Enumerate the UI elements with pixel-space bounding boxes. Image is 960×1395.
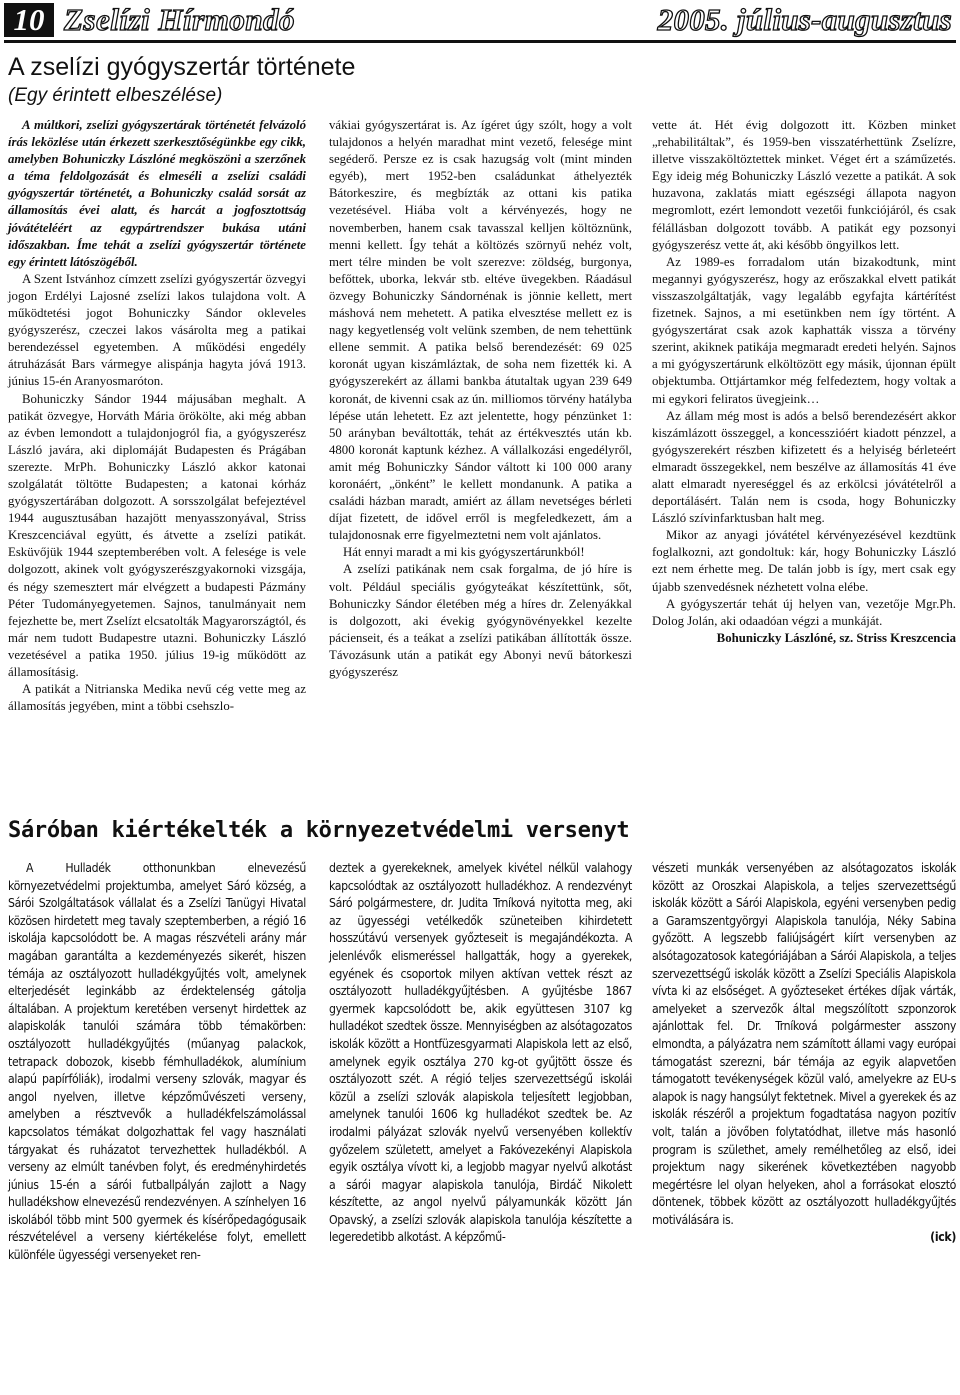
issue-date: 2005. július-augusztus bbox=[657, 2, 952, 37]
author-signature: (ick) bbox=[930, 1230, 956, 1245]
paragraph: Hát ennyi maradt a mi kis gyógyszertárunkból! bbox=[343, 545, 585, 560]
paragraph: Mikor az anyagi jóvátétel kérvényezésével kezdtünk foglalkozni, azt gondoltuk: kár, hogy Bohuniczky László ezt nem érhette meg. De talán jobb is így, mert csak egy újabb szenvedésnek nézhetett volna elébe. bbox=[652, 528, 956, 594]
paragraph: Az 1989-es forradalom után bizakodtunk, mint megannyi gyógyszerész, hogy az erőszakkal elvett patikát visszaszolgáltatják, vagy legalább egyfajta kártérítést fizetnek. Sajnos, a mi esetünkben nem így történt. A gyógyszertárat csak azok kaphatták vissza a törvény szerint, akiknek patikája megmaradt eredeti helyén. Sajnos a mi gyógyszertárunk elköltözött egy másik, újonnan épült objektumba. Ottjártamkor még felfedeztem, hogy voltak a mi egykori feliratos üvegjeink… bbox=[652, 254, 956, 406]
paragraph: Az állam még most is adós a belső berendezésért akkor kiszámlázott összeggel, a koncesszióért kiadott pénzzel, a gyógyszerekért részben kifizetett és a helyiség bérleteért elmaradt összegekkel, nem beszélve az államosítás 41 éve alatt elmaradt nyereséggel és az erkölcsi jóvátételről a deportálásért. Talán nem is csoda, hogy Bohuniczky László szívinfarktusban halt meg. bbox=[652, 408, 956, 526]
paragraph: A Hulladék otthonunkban elnevezésű környezetvédelmi projektumba, amelyet Sáró község, a Sárói Szolgáltatások vállalat és a Zselízi Tanügyi Hivatal közösen hirdetett meg tavaly szeptemberben, a régió 16 iskolája kapcsolódott be. A magas részvételi arány már magában garantálta a kezdeményezés sikerét, hiszen témája az osztályozott hulladékgyűjtés volt, amelynek elterjedését leginkább az érdektelenség gátolja általában. A projektum keretében versenyt hirdettek az alapiskolák tanulói számára több témakörben: osztályozott hulladékgyűjtés (műanyag palackok, tetrapack dobozok, kisebb fémhulladékok, alumínium alapú papírfóliák), irodalmi verseny szlovák, magyar és angol nyelven, illetve képzőművészeti verseny, amelyben a résztvevők a hulladékfelszámolással kapcsolatos témákat dolgozhattak fel vagy használati tárgyakat és ruházatot tervezhettek hulladékból. A verseny az elmúlt tanévben folyt, és eredményhirdetés június 15-én a sárói futballpályán zajlott a Nagy hulladékshow elnevezésű rendezvényen. A színhelyen 16 iskolából több mint 500 gyermek és kísérőpedagógusaik részvételével a verseny kiértékelése folyt, emellett különféle ügyességi versenyeket ren- bbox=[8, 861, 306, 1263]
author-signature: Bohuniczky Lászlóné, sz. Striss Kreszcencia bbox=[716, 630, 956, 645]
page-number: 10 bbox=[4, 3, 54, 37]
paragraph: A zselízi patikának nem csak forgalma, de jó híre is volt. Például speciális gyógyteákat készítettünk, sőt, Bohuniczky Sándor életében még a híres dr. Zelenyákkal is dolgozott, aki évekig gyógynövényekkel kezelte pácienseit, és a teákat a zselízi patikában állították össze. Távozásunk után a patikát egy Abonyi nevű bátorkeszi gyógyszerész bbox=[329, 562, 632, 679]
article-column-2 bbox=[329, 860, 632, 1247]
paragraph: vákiai gyógyszertárat is. Az ígéret úgy szólt, hogy a volt tulajdonos a helyén maradhat mint vezető, felesége mint segéderő. Persze ez is csak hazugság volt (mint minden egyéb), mert 1952-ben családunkat áthelyezték Bátorkeszire, és megbízták az ottani kis patika vezetésével. Hiába volt a kérvényezés, hogy ne novemberben, hanem csak tavasszal kelljen költöznünk, menni kellett. Így tehát a költözés szörnyű nehéz volt, mert télre minden be volt szerezve: zöldség, burgonya, befőttek, uborka, lekvár stb. eltéve üvegekben. Ráadásul özvegy Bohuniczky Sándornénak is jönnie kellett, mert máshová nem mehetett. A patika elvesztése mellett ez is nagy kegyetlenség volt velünk szemben, de nem tehettünk ellene semmit. A patika belső berendezését: 69 025 koronát ugyan kiszámláztak, de soha nem fizették ki. A gyógyszerekért az állami bankba átutaltak ugyan 239 649 koronát, de kivenni csak az ún. milliomos törvény hatályba lépése után lehetett. Ez azt jelentette, hogy pénzünket 1: 50 arányban beváltották, tehát az értékvesztés után kb. 4800 koronát kaptunk kézhez. A vállalkozási engedélyről, amit még Bohuniczky Sándor váltott ki 100 000 arany koronáért, „önként” le kellett mondanunk. A patika a családi házban maradt, amiért az állam nevetséges bérleti díjat fizetett, de idővel erről is megfeledkezett, ám a tulajdonosnak erre figyelmeztetni nem volt ajánlatos. bbox=[329, 118, 632, 543]
article-subtitle: (Egy érintett elbeszélése) bbox=[8, 85, 223, 106]
paragraph: A gyógyszertár tehát új helyen van, vezetője Mgr.Ph. Dolog Jolán, aki odaadóan végzi a munkáját. bbox=[652, 596, 956, 628]
article-title: Sáróban kiértékelték a környezetvédelmi versenyt bbox=[8, 818, 630, 843]
article-column-3 bbox=[652, 860, 956, 1247]
paragraph: Bohuniczky Sándor 1944 májusában meghalt. A patikát özvegye, Horváth Mária örökölte, aki még abban az évben lemondott a tulajdonjogról fia, a gyógyszerész László javára, aki diplomáját Budapesten és Prágában szerezte. MrPh. Bohuniczky László akkor katonai szolgálatát töltötte Budapesten; a katonai kórház gyógyszertárában dolgozott. A sorsszolgálat befejeztével 1944 augusztusában hazajött menyasszonyával, Striss Kreszcenciával együtt, és átvette a zselízi patikát. Esküvőjük 1944 szeptemberében volt. A felesége is vele dolgozott, akinek volt gyógyszerészgyakornoki vizsgája, és négy szemesztert már elvégzett a budapesti Pázmány Péter Tudományegyetemen. Sajnos, tanulmányait nem fejezhette be, mert Zselízt elcsatolták Magyarországtól, és már nem tudott Budapestre utazni. Bohuniczky László vezetésével a patika 1950. július 19-ig működött az államosításig. bbox=[8, 391, 306, 679]
article-title: A zselízi gyógyszertár története bbox=[8, 53, 356, 81]
article-column-1 bbox=[8, 860, 306, 1265]
paragraph: vette át. Hét évig dolgozott itt. Közben minket „rehabilitáltak”, és 1959-ben visszatérhettünk Zselízre, illetve visszaköltöztettek minket. Véget ért a száműzetés. Egy ideig még Bohuniczky László vezette a patikát. A sok huzavona, zaklatás miatt egészségi állapota nagyon megromlott, ezért lemondott vezetői funkciójáról, és csak félállásban dolgozott tovább. A patikát egy pozsonyi gyógyszerész vette át, aki később öngyilkos lett. bbox=[652, 118, 956, 252]
article-column-3 bbox=[652, 117, 956, 647]
header-rule bbox=[4, 40, 956, 43]
article-column-2 bbox=[329, 117, 632, 681]
article-lead: A múltkori, zselízi gyógyszertárak történetét felvázoló írás leközlése után érkezett szerkesztőségünkbe egy cikk, amelyben Bohuniczky Lászlóné megköszöni a szerzőnek a téma feldolgozását és elmeséli a zselízi családi gyógyszertár történetét, a Bohuniczky család sorsát az államosítás évei alatt, és harcát a jogfosztottság jóvátételéért az egypártrendszer bukása utáni időszakban. Íme tehát a zselízi gyógyszertár története egy érintett látószögéből. bbox=[8, 118, 306, 269]
paragraph: deztek a gyerekeknek, amelyek kivétel nélkül valahogy kapcsolódtak az osztályozott hulladékhoz. A rendezvényt Sáró polgármestere, dr. Judita Trníková nyitotta meg, aki az ügyességi vetélkedők szüneteiben kihirdetett hosszútávú versenyek győzteseit is megajándékozta. A jelenlévők elismeréssel hallgatták, hogy a gyerekek, egyének és csoportok milyen aktívan vettek részt az osztályozott hulladékgyűjtésben. A gyűjtésbe 1867 gyermek kapcsolódott be, akik együttesen 3107 kg hulladékot szedtek össze. Mennyiségben az alsótagozatos iskolák között a Hontfüzesgyarmati Alapiskola lett az első, amelynek egyik osztálya 270 kg-ot gyűjtött össze és osztályozott szét. A régió teljes szervezettségű iskolái közül a zselízi szlovák alapiskola teljesített legjobban, amelynek tanulói 1606 kg hulladékot szedtek be. Az irodalmi pályázat szlovák nyelvű versenyében kollektív győzelem született, amelyet a Fakóvezekényi Alapiskola egyik osztálya vívott ki, a legjobb magyar nyelvű alkotást a sárói magyar alapiskola tanulója, Birdáč Nikolett készítette, az angol nyelvű pályamunkák között Ján Opavský, a zselízi szlovák alapiskola tanulója készítette a legeredetibb alkotást. A képzőmű- bbox=[329, 861, 632, 1245]
paragraph: vészeti munkák versenyében az alsótagozatos iskolák között az Oroszkai Alapiskola, a teljes szervezettségű iskolák között a Sárói Alapiskola, egyéni versenyben pedig a Garamszentgyörgyi Alapiskola tanulója, Néky Sabina győzött. A legszebb faliújságért kiírt versenyben az alsótagozatosok kategóriájában a Sárói Alapiskola, a teljes szervezettségű iskolák között a Zselízi Speciális Alapiskola vívta ki az elsőséget. A győzteseket értékes díjak várták, amelyeket a szervezők által megszólított szponzorok ajánlottak fel. Dr. Trníková polgármester asszony elmondta, a pályázatra nem számított állami vagy európai támogatást szerezni, bár témája az egyik alapvetően támogatott tevékenységek közül való, amelyekre az EU-s alapok is nagy hangsúlyt fektetnek. Mivel a gyerekek és az iskolák részéről a projektum fogadtatása nagyon pozitív volt, talán a jövőben folytatódhat, illetve más hasonló program is születhet, amely remélhetőleg az első, idei projektum nagy sikerének következtében nagyobb megértésre lel olyan helyeken, ahol a forrásokat elosztó döntenek, többek között az osztályozott hulladékgyűjtés motiválására is. bbox=[652, 861, 956, 1227]
article-column-1 bbox=[8, 117, 306, 715]
newspaper-name: Zselízi Hírmondó bbox=[64, 2, 296, 37]
paragraph: A patikát a Nitrianska Medika nevű cég vette meg az államosítás jegyében, mint a többi csehszlo- bbox=[8, 682, 306, 714]
masthead bbox=[4, 3, 956, 37]
paragraph: A Szent Istvánhoz címzett zselízi gyógyszertár özvegyi jogon Erdélyi Lajosné zselízi lakos tulajdona volt. A működtetési jogot Bohuniczky Sándor okleveles gyógyszerész, czeczei lakos vásárolta meg a patikai berendezéssel egyetemben. A működési engedély átruházását Bars vármegye alispánja hagyta jóvá 1913. június 15-én Aranyosmaróton. bbox=[8, 271, 306, 389]
